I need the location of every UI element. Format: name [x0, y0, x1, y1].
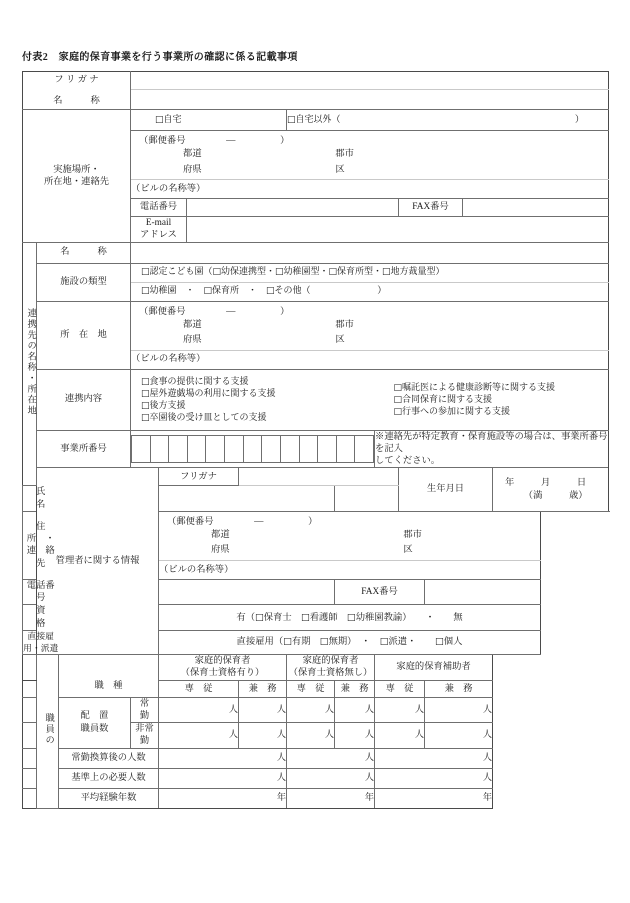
site-home-row — [23, 110, 609, 131]
manager-furigana-row — [23, 468, 609, 486]
site-tel-label: 電話番号 — [131, 199, 187, 217]
office-no-cell[interactable] — [132, 435, 151, 462]
unit-nin: 人 — [414, 704, 425, 715]
staff-sub-1b: 兼 務 — [239, 680, 287, 697]
site-zip-close: ） — [280, 136, 290, 147]
staff-spacer-col — [23, 788, 37, 808]
unit-nin: 人 — [276, 704, 287, 715]
form-table — [22, 71, 609, 809]
summary-label-required: 基準上の必要人数 — [59, 768, 159, 788]
content-item-backup[interactable]: □後方支援 — [141, 401, 186, 412]
staff-experience-row — [23, 788, 609, 808]
partner-block-label — [23, 242, 37, 486]
staff-col-3-title: 家庭的保育補助者 — [396, 662, 471, 673]
cell-fulltime-3a[interactable] — [375, 697, 425, 723]
partner-zip-line — [131, 303, 608, 318]
partner-content-row — [23, 369, 609, 430]
cell-experience-2[interactable] — [287, 788, 375, 808]
staff-spacer-col — [23, 655, 37, 681]
cell-fulltime-1b[interactable] — [239, 697, 287, 723]
office-no-cell[interactable] — [262, 435, 281, 462]
office-no-cell[interactable] — [318, 435, 337, 462]
site-email-label-2: アドレス — [140, 230, 177, 241]
name-input[interactable] — [131, 90, 609, 110]
partner-address-row — [23, 301, 609, 350]
manager-block-label: 管理者に関する情報 — [37, 468, 159, 655]
partner-gunshiku-2: 区 — [335, 335, 345, 346]
content-item-playground[interactable]: □屋外遊戯場の利用に関する支援 — [141, 389, 276, 400]
office-no-label: 事業所番号 — [37, 430, 131, 468]
manager-age — [493, 490, 598, 502]
content-item-jointcare[interactable]: □合同保育に関する支援 — [393, 395, 492, 406]
manager-tel-label: 電話番号 — [23, 579, 59, 605]
manager-name-label: 氏 名 — [23, 486, 59, 512]
staff-spacer-col — [23, 680, 37, 697]
cell-converted-2[interactable] — [287, 748, 375, 768]
unit-nin: 人 — [276, 773, 287, 784]
staff-col-header-3 — [375, 655, 493, 681]
site-building-cell[interactable] — [131, 180, 609, 199]
partner-type-option-others[interactable] — [131, 282, 609, 301]
manager-birth-ymd — [493, 477, 598, 489]
office-no-grid-cell[interactable] — [131, 430, 375, 468]
furigana-input[interactable] — [131, 72, 609, 90]
unit-nin: 人 — [364, 773, 375, 784]
page-title: 付表2 家庭的保育事業を行う事業所の確認に係る記載事項 — [22, 52, 298, 63]
summary-label-experience: 平均経験年数 — [59, 788, 159, 808]
manager-zip-dash: — — [254, 516, 264, 527]
cell-experience-1[interactable] — [159, 788, 287, 808]
site-label-line2: 所在地・連絡先 — [43, 176, 110, 187]
site-fax-input[interactable] — [463, 199, 609, 217]
office-no-note — [375, 430, 609, 468]
office-no-cell[interactable] — [280, 435, 299, 462]
home-checkbox-label: □自宅 — [155, 114, 182, 125]
unit-nen: 年 — [364, 793, 375, 804]
qualification-options[interactable]: 有（□保育士 □看護師 □幼稚園教諭） ・ 無 — [159, 605, 541, 631]
partner-type-option-ninteikodomoen[interactable] — [131, 263, 609, 282]
content-item-events[interactable]: □行事への参加に関する支援 — [393, 406, 510, 417]
manager-building-cell[interactable] — [159, 560, 541, 579]
staff-col-header-2 — [287, 655, 375, 681]
birth-day-label: 日 — [576, 478, 587, 489]
partner-content-label: 連携内容 — [37, 369, 131, 430]
staff-col-1-sub: （保育士資格有り） — [180, 668, 265, 679]
row-label-fulltime: 常 勤 — [131, 697, 159, 723]
partner-todoufuken-1: 都道 — [183, 319, 202, 330]
office-no-cell[interactable] — [299, 435, 318, 462]
partner-zip-dash: — — [226, 306, 236, 317]
unit-nin: 人 — [482, 704, 493, 715]
manager-zip-label: （郵便番号 — [167, 516, 214, 527]
manager-address-label-1: 住 所 ・ — [26, 521, 55, 545]
unit-nin: 人 — [482, 753, 493, 764]
partner-address-label: 所 在 地 — [37, 301, 131, 369]
office-no-cell[interactable] — [225, 435, 244, 462]
manager-furigana-label: フリガナ — [159, 468, 239, 486]
staff-sub-1a: 専 従 — [159, 680, 239, 697]
unit-nin: 人 — [228, 730, 239, 741]
site-tel-input[interactable] — [187, 199, 399, 217]
staff-sub-2a: 専 従 — [287, 680, 335, 697]
partner-zip-close: ） — [280, 306, 290, 317]
site-todoufuken-1: 都道 — [183, 149, 202, 160]
partner-office-no-row — [23, 430, 609, 468]
manager-name-input[interactable] — [159, 486, 335, 512]
assign-label-1: 配 置 — [80, 711, 109, 722]
office-no-cell[interactable] — [243, 435, 262, 462]
office-no-cell[interactable] — [169, 435, 188, 462]
staff-header-row — [23, 655, 609, 681]
manager-todoufuken-1: 都道 — [211, 530, 230, 541]
partner-address-cell[interactable] — [131, 301, 609, 350]
unit-nin: 人 — [364, 730, 375, 741]
staff-col-1-title: 家庭的保育者 — [194, 656, 251, 667]
staff-spacer-col — [23, 697, 37, 723]
partner-pref-line2 — [131, 333, 608, 348]
staff-spacer-col — [23, 768, 37, 788]
partner-content-grid — [131, 374, 608, 425]
staff-sub-3a: 専 従 — [375, 680, 425, 697]
cell-required-2[interactable] — [287, 768, 375, 788]
partner-type-line2-a: □幼稚園 ・ □保育所 ・ □その他（ — [141, 286, 311, 297]
manager-building-label: （ビルの名称等） — [159, 564, 234, 575]
summary-label-converted: 常勤換算後の人数 — [59, 748, 159, 768]
partner-gunshiku-1: 郡市 — [335, 319, 354, 330]
cell-converted-3[interactable] — [375, 748, 493, 768]
site-email-input[interactable] — [187, 217, 609, 243]
unit-nin: 人 — [228, 704, 239, 715]
office-no-note-line1: ※連絡先が特定教育・保育施設等の場合は、事業所番号を記入 — [375, 431, 608, 454]
manager-furigana-input[interactable] — [239, 468, 399, 486]
manager-zip-close: ） — [308, 516, 318, 527]
staff-col-2-title: 家庭的保育者 — [302, 656, 359, 667]
cell-fulltime-1a[interactable] — [159, 697, 239, 723]
cell-parttime-2b[interactable] — [335, 723, 375, 749]
unit-nin: 人 — [364, 753, 375, 764]
other-close-paren: ） — [574, 114, 585, 125]
staff-converted-row — [23, 748, 609, 768]
site-zip-dash: — — [226, 136, 236, 147]
site-label-line1: 実施場所・ — [53, 164, 100, 175]
birth-month-label: 月 — [540, 478, 551, 489]
assign-label-cell — [59, 697, 131, 748]
site-zip-label: （郵便番号 — [139, 136, 186, 147]
partner-name-label: 名 称 — [37, 242, 131, 263]
site-home-checkbox[interactable] — [131, 110, 287, 131]
partner-pref-line1 — [131, 318, 608, 333]
staff-block-label — [37, 655, 59, 809]
manager-todoufuken-2: 府県 — [211, 545, 230, 556]
content-right-col — [393, 374, 608, 425]
partner-content-cell — [131, 369, 609, 430]
age-unit-label: 歳） — [568, 490, 588, 501]
partner-type-row-1 — [23, 263, 609, 282]
assign-label-2: 職員数 — [80, 723, 109, 734]
furigana-row — [23, 72, 609, 90]
site-building-label: （ビルの名称等） — [131, 183, 206, 194]
birth-year-label: 年 — [504, 478, 515, 489]
manager-pref-line1 — [159, 528, 540, 543]
partner-type-line2-b: ） — [377, 286, 387, 297]
unit-nin: 人 — [324, 730, 335, 741]
site-email-label — [131, 217, 187, 243]
site-address-cell[interactable] — [131, 131, 609, 180]
staff-col-2-sub: （保育士資格無し） — [288, 668, 373, 679]
partner-name-input[interactable] — [131, 242, 609, 263]
manager-fax-label: FAX番号 — [335, 579, 425, 605]
site-zip-line — [131, 132, 608, 147]
unit-nin: 人 — [276, 730, 287, 741]
partner-side-label: 連携先の名称・所在地 — [25, 307, 36, 416]
unit-nen: 年 — [482, 793, 493, 804]
office-no-cell[interactable] — [206, 435, 225, 462]
cell-parttime-1b[interactable] — [239, 723, 287, 749]
employment-options[interactable]: 直接雇用（□有期 □無期） ・ □派遣・ □個人 — [159, 630, 541, 654]
manager-address-label — [23, 511, 65, 579]
site-pref-line1 — [131, 147, 608, 162]
manager-pref-line2 — [159, 543, 540, 558]
age-open-label: （満 — [523, 490, 543, 501]
unit-nin: 人 — [364, 704, 375, 715]
manager-fax-input[interactable] — [425, 579, 541, 605]
manager-zip-line — [159, 513, 540, 528]
cell-converted-1[interactable] — [159, 748, 287, 768]
office-no-cell[interactable] — [336, 435, 355, 462]
partner-todoufuken-2: 府県 — [183, 335, 202, 346]
staff-sub-2b: 兼 務 — [335, 680, 375, 697]
partner-type-label: 施設の類型 — [37, 263, 131, 301]
qualification-label: 資 格 — [23, 605, 59, 631]
cell-fulltime-2b[interactable] — [335, 697, 375, 723]
manager-tel-input[interactable] — [159, 579, 335, 605]
partner-building-cell[interactable] — [131, 350, 609, 369]
content-item-meal[interactable]: □食事の提供に関する支援 — [141, 377, 249, 388]
cell-parttime-1a[interactable] — [159, 723, 239, 749]
manager-address-cell[interactable] — [159, 511, 541, 560]
office-no-cell[interactable] — [187, 435, 206, 462]
site-email-label-1: E-mail — [145, 218, 172, 228]
partner-building-label: （ビルの名称等） — [131, 354, 206, 365]
staff-sub-3b: 兼 務 — [425, 680, 493, 697]
row-label-parttime: 非常勤 — [131, 723, 159, 749]
cell-fulltime-2a[interactable] — [287, 697, 335, 723]
other-checkbox-label: □自宅以外（ — [287, 114, 341, 125]
site-todoufuken-2: 府県 — [183, 164, 202, 175]
partner-zip-label: （郵便番号 — [139, 306, 186, 317]
office-no-grid[interactable] — [131, 435, 374, 463]
site-other-checkbox[interactable] — [287, 110, 609, 131]
staff-spacer-col — [23, 748, 37, 768]
unit-nin: 人 — [482, 773, 493, 784]
unit-nin: 人 — [324, 704, 335, 715]
furigana-label: フ リ ガ ナ — [54, 74, 99, 85]
cell-required-1[interactable] — [159, 768, 287, 788]
manager-gunshiku-1: 郡市 — [403, 530, 422, 541]
content-item-aftergraduation[interactable]: □卒園後の受け皿としての支援 — [141, 412, 267, 423]
cell-fulltime-3b[interactable] — [425, 697, 493, 723]
cell-parttime-3b[interactable] — [425, 723, 493, 749]
unit-nen: 年 — [276, 793, 287, 804]
cell-experience-3[interactable] — [375, 788, 493, 808]
site-gunshiku-1: 郡市 — [335, 149, 354, 160]
partner-type-line1: □認定こども園（□幼保連携型・□幼稚園型・□保育所型・□地方裁量型） — [141, 267, 445, 278]
cell-parttime-3a[interactable] — [375, 723, 425, 749]
cell-required-3[interactable] — [375, 768, 493, 788]
office-no-cell[interactable] — [150, 435, 169, 462]
staff-required-row — [23, 768, 609, 788]
site-block-label — [23, 110, 131, 243]
unit-nin: 人 — [482, 730, 493, 741]
unit-nin: 人 — [276, 753, 287, 764]
site-pref-line2 — [131, 163, 608, 178]
staff-col-header-1 — [159, 655, 287, 681]
cell-parttime-2a[interactable] — [287, 723, 335, 749]
manager-birth-label: 生年月日 — [399, 468, 493, 512]
manager-gunshiku-2: 区 — [403, 545, 413, 556]
site-fax-label: FAX番号 — [399, 199, 463, 217]
office-no-cell[interactable] — [355, 435, 374, 462]
manager-address-label-2: 連 絡 先 — [26, 546, 65, 569]
manager-birth-cell[interactable] — [493, 468, 609, 512]
office-no-note-line2: してください。 — [375, 456, 441, 467]
staff-side-label: 職員の — [43, 713, 54, 746]
name-block-label-cell — [23, 72, 131, 110]
unit-nin: 人 — [414, 730, 425, 741]
site-gunshiku-2: 区 — [335, 164, 345, 175]
content-left-col — [131, 374, 393, 425]
name-label: 名 称 — [53, 96, 100, 106]
staff-spacer-col — [23, 723, 37, 749]
content-item-medical[interactable]: □嘱託医による健康診断等に関する支援 — [393, 383, 555, 394]
employment-label: 直接雇用・派遣 — [23, 630, 59, 654]
partner-name-row — [23, 242, 609, 263]
job-type-label: 職 種 — [59, 655, 159, 698]
staff-fulltime-row — [23, 697, 609, 723]
